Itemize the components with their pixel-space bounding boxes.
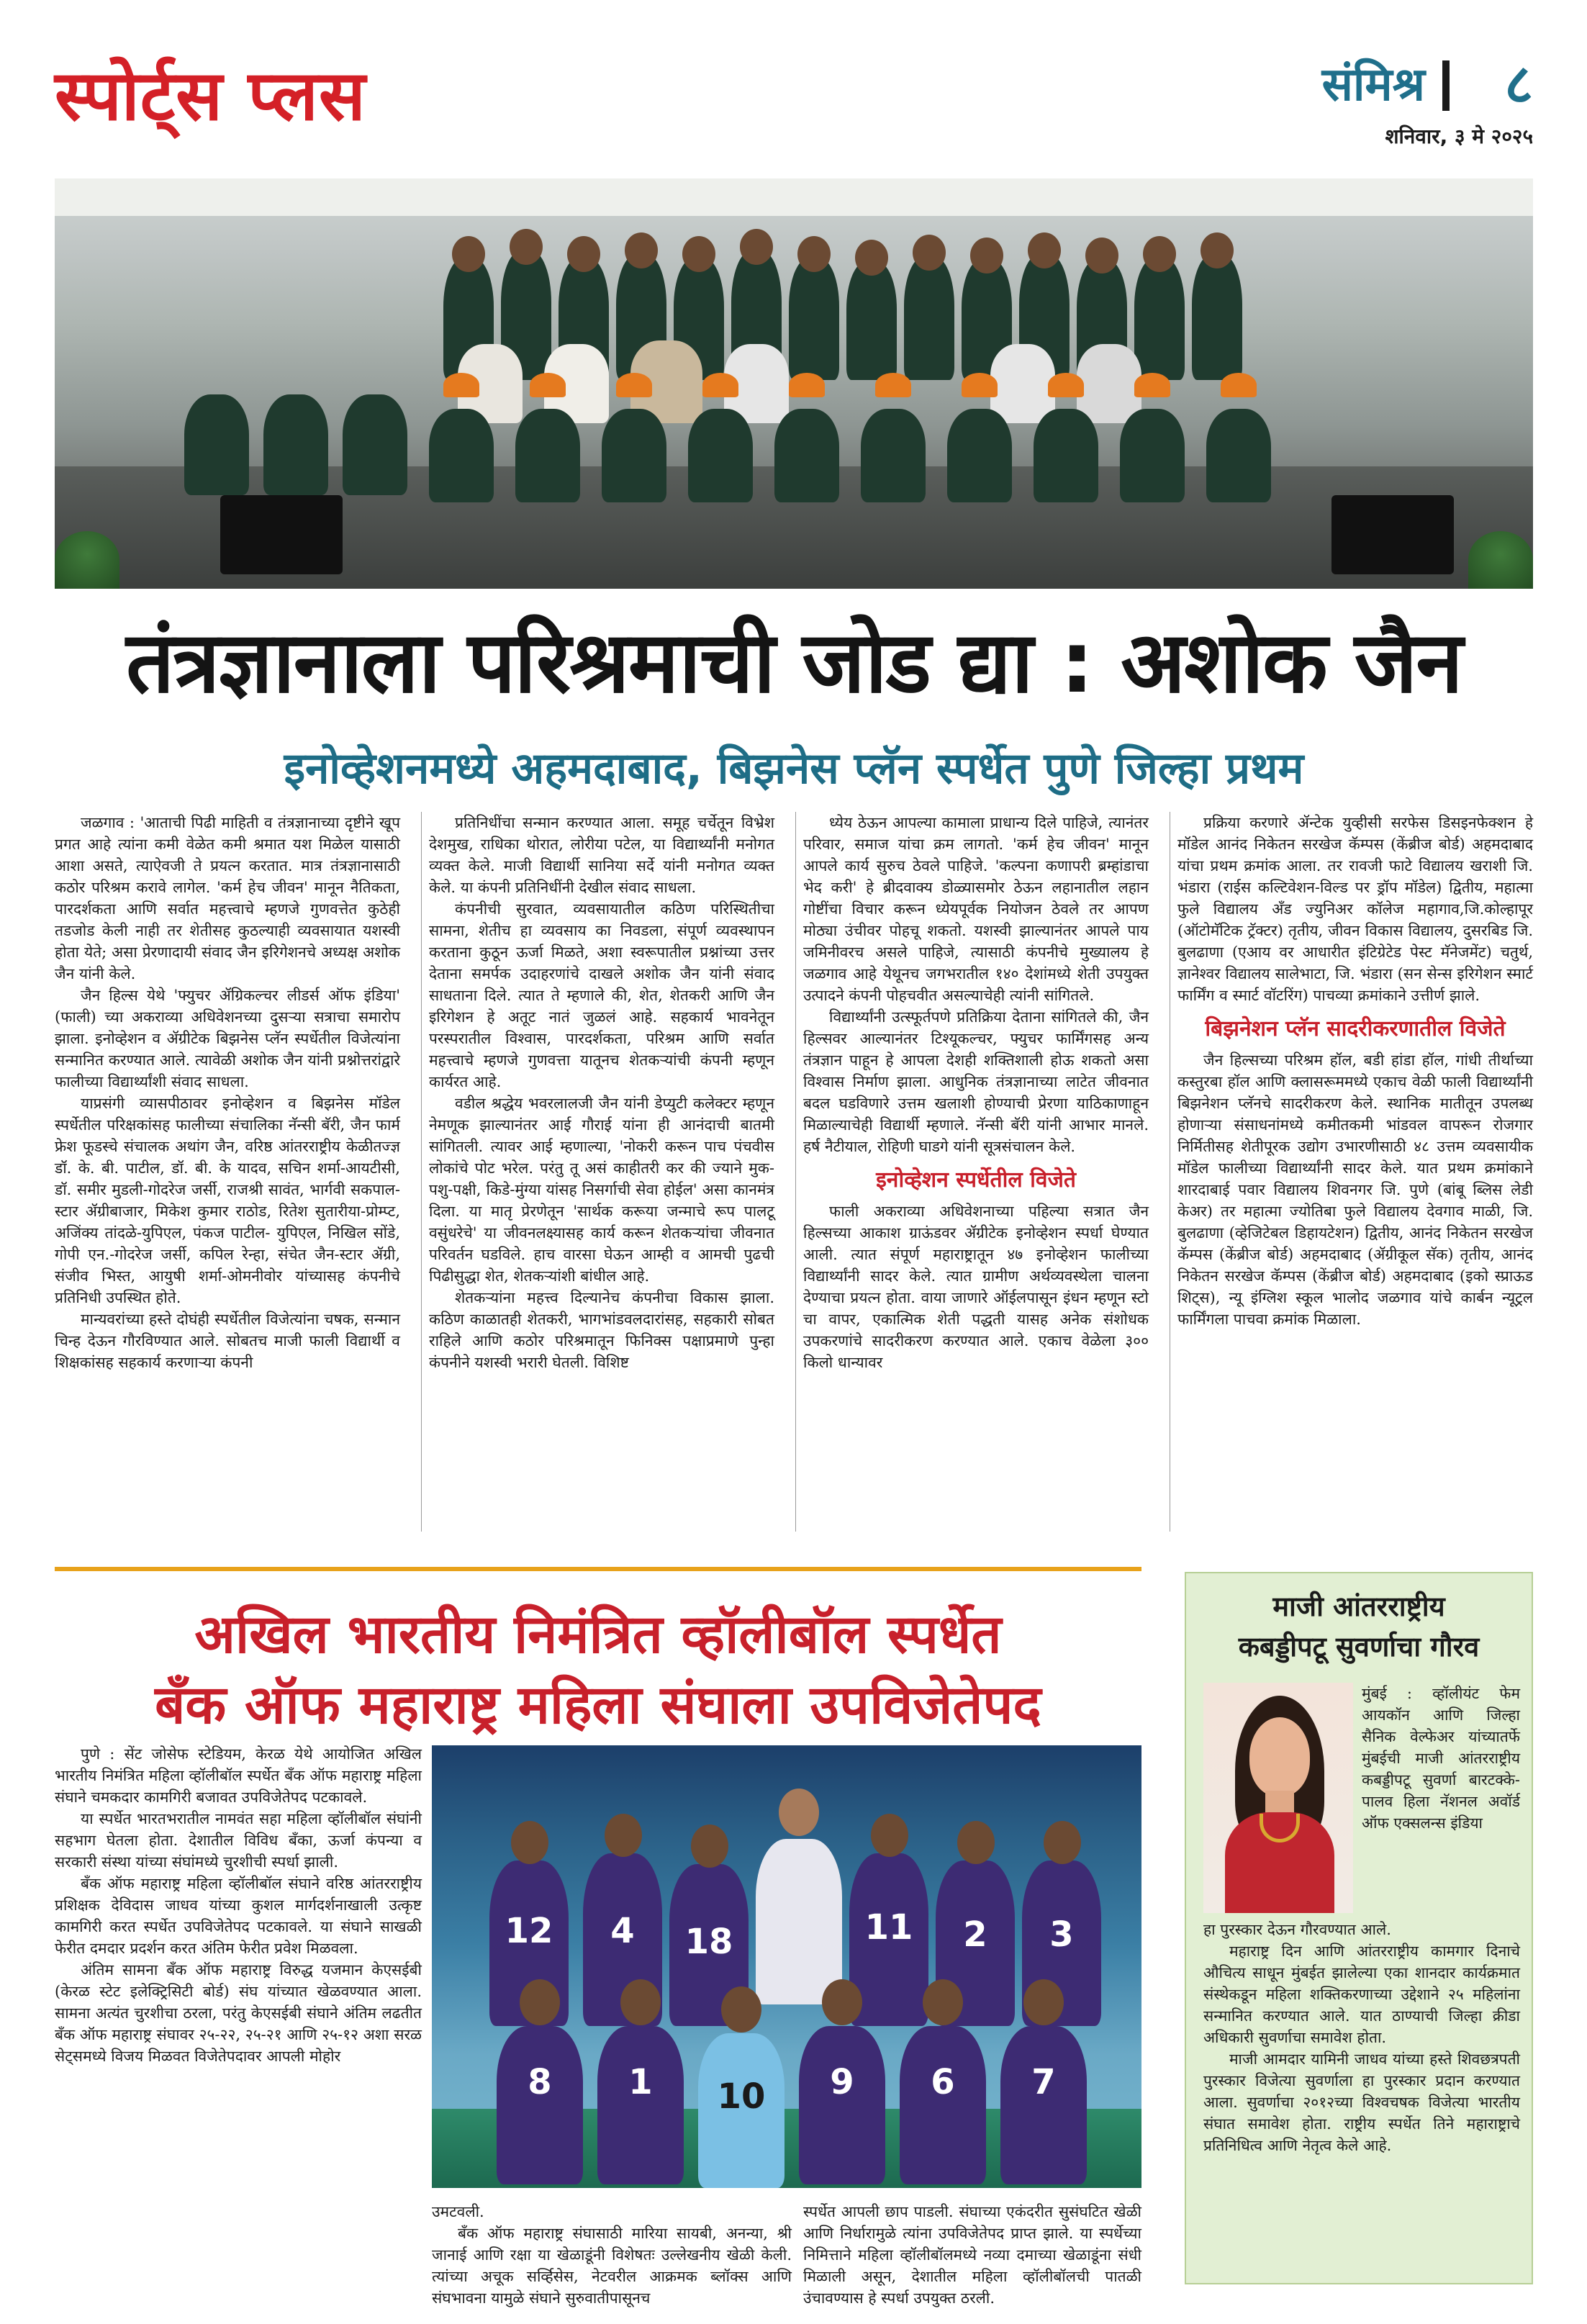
masthead [55,50,1533,148]
paragraph: माजी आमदार यामिनी जाधव यांच्या हस्ते शिवछत्रपती पुरस्कार विजेत्या सुवर्णाला हा पुरस्कार प्रदान करण्यात आला. सुवर्णाचा २०१२च्या विश्वचषक विजेत्या भारतीय संघात समावेश होता. राष्ट्रीय स्पर्धेत तिने महाराष्ट्राचे प्रतिनिधित्व आणि नेतृत्व केले आहे. [1203,2051,1520,2154]
lead-subheadline: इनोव्हेशनमध्ये अहमदाबाद, बिझनेस प्लॅन स्पर्धेत पुणे जिल्हा प्रथम [284,743,1304,794]
person-figure [515,409,580,502]
orange-cap [962,373,998,397]
orange-cap [1134,373,1170,397]
person-figure [1120,409,1185,502]
paragraph: शेतकऱ्यांना महत्त्व दिल्यानेच कंपनीचा विकास झाला. कठिण काळातही शेतकरी, भागभांडवलदारांसह, सहकारी सोबत राहिले आणि कठोर परिश्रमातून फिनिक्स पक्षाप्रमाणे पुन्हा कंपनीने यशस्वी भरारी घेतली. विशिष्ट [429,1289,774,1371]
volleyball-column-3 [803,2201,1141,2309]
person-figure [1206,409,1271,502]
person-figure [904,256,954,380]
person-figure [1192,254,1242,380]
plant-decoration [1468,531,1533,589]
paragraph: अंतिम सामना बँक ऑफ महाराष्ट्र विरुद्ध यजमान केएसईबी (केरळ स्टेट इलेक्ट्रिसिटी बोर्ड) संघ यांच्यात खेळवण्यात आला. सामना अत्यंत चुरशीचा ठरला, परंतु केएसईबी संघाने अंतिम लढतीत बँक ऑफ महाराष्ट्र संघावर २५-२२, २५-२१ आणि २५-१२ अशा सरळ सेट्समध्ये विजय मिळवत विजेतेपदावर आपली मोहोर [55,1961,422,2065]
paragraph: जळगाव : 'आताची पिढी माहिती व तंत्रज्ञानाच्या दृष्टीने खूप प्रगत आहे त्यांना कमी वेळेत कमी श्रमात यश मिळेल यासाठी आशा असते, त्याऐवजी ते प्रयत्न करतात. मात्र तंत्रज्ञानासाठी कठोर परिश्रम करावे लागेल. 'कर्म हेच जीवन' मानून नैतिकता, पारदर्शकता आणि सर्वात महत्त्वाचे म्हणजे गुणवत्तेत कुठेही तडजोड केली नाही तर शेतीसह कुठल्याही व्यवसायात यशस्वी होता येते; असा प्रेरणादायी संवाद जैन इरिगेशनचे अध्यक्ष अशोक जैन यांनी केले. [55,814,400,982]
player-figure [698,2033,785,2188]
orange-cap [789,373,825,397]
player-figure [497,2026,583,2184]
player-figure [799,2026,885,2184]
paragraph: उमटवली. [432,2203,484,2220]
paragraph: या स्पर्धेत भारतभरातील नामवंत सहा महिला व्हॉलीबॉल संघांनी सहभाग घेतला होता. देशातील विविध बँका, ऊर्जा कंपन्या व सरकारी संस्था यांच्या संघांमध्ये चुरशीची स्पर्धा झाली. [55,1810,422,1871]
section-subhead: बिझनेशन प्लॅन सादरीकरणातील विजेते [1205,1016,1506,1041]
issue-date: शनिवार, ३ मे २०२५ [1385,125,1533,148]
player-head [605,1814,642,1857]
orange-cap [443,373,479,397]
person-figure [990,344,1055,423]
person-head [1085,238,1118,273]
sidebar-body [1203,1919,1520,2156]
stage-speaker [220,495,343,574]
person-figure [1134,258,1185,380]
person-head [970,238,1003,273]
person-figure [602,409,666,502]
jersey-number: 7 [1031,2062,1056,2102]
volleyball-column-2 [432,2201,792,2309]
paragraph: फाली अकराव्या अधिवेशनाच्या पहिल्या सत्रात जैन हिल्सच्या आकाश ग्राऊंडवर ॲग्रीटेक इनोव्हेशन स्पर्धा घेण्यात आली. त्यात संपूर्ण महाराष्ट्रातून ४७ इनोव्हेशन फालीच्या विद्यार्थ्यांनी सादर केले. त्यात ग्रामीण अर्थव्यवस्थेला चालना देण्याचा प्रयत्न होता. वाया जाणारे ऑईलपासून इंधन म्हणून स्टो चा वापर, एकात्मिक शेती पद्धती यासह अनेक संशोधक उपकरणांचे सादरीकरण करण्यात आले. एकाच वेळेला ३०० किलो धान्यावर [803,1203,1149,1371]
person-figure [429,409,494,502]
paragraph: याप्रसंगी व्यासपीठावर इनोव्हेशन व बिझनेस मॉडेल स्पर्धेतील परिक्षकांसह फालीच्या संचालिका नॅन्सी बॅरी, जैन फार्म फ्रेश फूडस्चे संचालक अथांग जैन, वरिष्ठ आंतरराष्ट्रीय केळीतज्ज्ञ डॉ. के. बी. पाटील, डॉ. बी. के यादव, सचिन शर्मा-आयटीसी, डॉ. समीर मुडली-गोदरेज जर्सी, राजश्री सावंत, भार्गवी सकपाल-स्टार ॲग्रीबाजार, मिकेश कुमार राठोड, रितेश सुतारीया-प्रोम्प्ट, अजिंक्य तांदळे-युपिएल, पंकज पाटील- युपिएल, निखिल सोंडे, गोपी एन.-गोदरेज जर्सी, कपिल रेन्हा, संचेत जैन-स्टार ॲग्री, संजीव भिस्त, आयुषी शर्मा-ओमनीवोर यांच्यासह कंपनीचे प्रतिनिधी उपस्थित होते. [55,1095,400,1306]
page-divider [1442,60,1450,111]
person-figure [343,394,407,495]
paragraph: स्पर्धेत आपली छाप पाडली. संघाच्या एकंदरीत सुसंघटित खेळी आणि निर्धारामुळे त्यांना उपविजेतेपद प्राप्त झाले. या स्पर्धेच्या निमित्ताने महिला व्हॉलीबॉलमध्ये नव्या दमाच्या खेळाडूंना संधी मिळाली असून, देशातील महिला व्हॉलीबॉलची पातळी उंचावण्यास हे स्पर्धा उपयुक्त ठरली. [803,2203,1141,2307]
volleyball-headline [55,1599,1141,1740]
article-column-3 [803,812,1149,1373]
person-head [452,236,485,272]
paragraph: प्रक्रिया करणारे ॲन्टेक युव्हीसी सरफेस डिसइनफेक्शन हे मॉडेल आनंद निकेतन सरखेज कॅम्पस (केंब्रीज बोर्ड) अहमदाबाद यांचा प्रथम क्रमांक आला. तर रावजी फाटे विद्यालय खराशी जि. भंडारा (राईस कल्टिवेशन-विल्ड पर ड्रॉप मॉडेल) द्वितीय, महात्मा फुले विद्यालय ॲंड ज्युनिअर कॉलेज महागाव,जि.कोल्हापूर (ऑटोमॅटिक ट्रॅक्टर) तृतीय, जीवन विकास विद्यालय, दुसरबिड जि. बुलढाणा (एआय वर आधारीत इंटिग्रेटेड पेस्ट मॅनेजमेंट) चतुर्थ, ज्ञानेश्वर विद्यालय सालेभाटा, जि. भंडारा (सन सेन्स इरिगेशन स्मार्ट फार्मिंग व स्मार्ट वॉटरिंग) पाचव्या क्रमांकाने उत्तीर्ण झाले. [1177,814,1533,1004]
jersey-number: 3 [1049,1914,1074,1955]
player-head [1044,1821,1081,1864]
paragraph: कंपनीची सुरवात, व्यवसायातील कठिण परिस्थितीचा सामना, शेतीच हा व्यवसाय का निवडला, संपूर्ण व्यवस्थापन करताना कुठून ऊर्जा मिळते, अशा स्वरूपातील प्रश्नांच्या उत्तर देताना समर्पक उदाहरणांचे दाखले अशोक जैन यांनी संवाद साधताना दिले. त्यात ते म्हणाले की, शेत, शेतकरी आणि जैन इरिगेशन हे अतूट नातं जुळलं आहे. सहकार्य भावनेतून परस्परातील विश्वास, पारदर्शकता, परिश्रम आणि सर्वात महत्त्वाचे म्हणजे गुणवत्ता यातूनच शेतकऱ्यांची कंपनी म्हणून कार्यरत आहे. [429,900,774,1090]
person-figure [947,409,1012,502]
person-figure [789,258,839,380]
paragraph: वडील श्रद्धेय भवरलालजी जैन यांनी डेप्युटी कलेक्टर म्हणून नेमणूक झाल्यानंतर आई गौराई यांना ही आनंदाची बातमी सांगितली. त्यावर आई म्हणाल्या, 'नोकरी करून पाच पंचवीस लोकांचे पोट भरेल. परंतु तू असं काहीतरी कर की ज्याने मुक- पशु-पक्षी, किडे-मुंग्या यांसह निसर्गाची सेवा होईल' असा कानमंत्र दिला. या मातृ प्रेरणेतून 'सार्थक करूया जन्माचे रूप पालटू वसुंधरेचे' या जीवनलक्ष्यासह कार्य करून शेतकऱ्यांचा जीवनात परिवर्तन घडविले. हाच वारसा घेऊन आम्ही व आमची पुढची पिढीसुद्धा शेत, शेतकऱ्यांशी बांधील आहे. [429,1095,774,1285]
lead-headline: तंत्रज्ञानाला परिश्रमाची जोड द्या : अशोक जैन [126,612,1462,712]
person-head [913,235,946,271]
person-figure [263,394,328,495]
stage-speaker [1331,495,1454,574]
person-figure [184,394,249,495]
section-subhead: इनोव्हेशन स्पर्धेतील विजेते [876,1167,1076,1193]
paragraph: पुणे : सेंट जोसेफ स्टेडियम, केरळ येथे आयोजित अखिल भारतीय निमंत्रित महिला व्हॉलीबॉल स्पर्धेत बँक ऑफ महाराष्ट्र महिला संघाने चमकदार कामगिरी बजावत उपविजेतेपद पटकावले. [55,1745,422,1806]
paragraph: जैन हिल्स येथे 'फ्युचर ॲग्रिकल्चर लीडर्स ऑफ इंडिया' (फाली) च्या अकराव्या अधिवेशनच्या दुसऱ्या सत्राचा समारोप झाला. इनोव्हेशन व ॲग्रीटेक बिझनेस प्लॅन स्पर्धेतील विजेत्यांना सन्मानित करण्यात आले. त्यावेळी अशोक जैन यांनी प्रश्नोत्तरांद्वारे फालीच्या विद्यार्थ्यांशी संवाद साधला. [55,987,400,1090]
paragraph: ध्येय ठेऊन आपल्या कामाला प्राधान्य दिले पाहिजे, त्यानंतर परिवार, समाज यांचा क्रम लागतो. 'कर्म हेच जीवन' मानून आपले कार्य सुरुच ठेवले पाहिजे. 'कल्पना कणापरी ब्रम्हांडाचा भेद करी' हे ब्रीदवाक्य डोळ्यासमोर ठेऊन लहानातील लहान गोष्टींचा विचार करून ध्येयपूर्वक नियोजन ठेवले तर आपण मोठ्या उंचीवर पोहचू शकतो. यशस्वी झाल्यानंतर आपले पाय जमिनीवरच असले पाहिजे, त्यासाठी कंपनीचे मुख्यालय हे जळगाव आहे येथूनच जगभरातील १४० देशांमध्ये शेती उपयुक्त उत्पादने कंपनी पोहचवीत असल्याचेही त्यांनी सांगितले. [803,814,1149,1004]
article-column-2 [429,812,774,1373]
player-head [520,1979,560,2025]
person-figure [774,409,839,502]
volleyball-team-photo [432,1745,1141,2188]
column-rule [795,812,796,1532]
jersey-number: 6 [931,2062,955,2102]
player-figure [900,2026,986,2184]
person-head [797,236,831,272]
coach-head [779,1789,819,1836]
paragraph: विद्यार्थ्यांनी उत्स्फूर्तपणे प्रतिक्रिया देताना सांगितले की, जैन हिल्सवर आल्यानंतर टिश्यूकल्चर, फ्युचर फार्मिंगसह अन्य तंत्रज्ञान पाहून हे आपला देशही शक्तिशाली होऊ शकतो असा विश्वास निर्माण झाला. आधुनिक तंत्रज्ञानाच्या लाटेत जीवनात बदल घडविणारे उत्तम खलाशी होण्याची प्रेरणा याठिकाणाहून मिळाल्याचेही विद्यार्थी म्हणाले. नॅन्सी बॅरी यांनी आभार मानले. हर्ष नैटीयाल, रोहिणी घाडगे यांनी सूत्रसंचालन केले. [803,1008,1149,1155]
player-head [957,1821,995,1864]
person-head [567,236,600,272]
paragraph: मान्यवरांच्या हस्ते दोघंही स्पर्धेतील विजेत्यांना चषक, सन्मान चिन्ह देऊन गौरविण्यात आले. सोबतच माजी फाली विद्यार्थी व शिक्षकांसह सहकार्य करणाऱ्या कंपनी [55,1311,400,1371]
portrait-photo [1203,1683,1353,1913]
ceremony-photo [55,178,1533,589]
volleyball-column-1 [55,1743,422,2067]
person-figure [861,409,926,502]
paragraph: बँक ऑफ महाराष्ट्र संघासाठी मारिया सायबी, अनन्या, श्री जानाई आणि रक्षा या खेळाडूंनी विशेषतः उल्लेखनीय खेळी केली. त्यांच्या अचूक सर्व्हिसेस, नेटवरील आक्रमक ब्लॉक्स आणि संघभावना यामुळे संघाने सुरुवातीपासूनच [432,2225,792,2307]
person-figure [1034,409,1098,502]
paragraph: प्रतिनिधींचा सन्मान करण्यात आला. समूह चर्चेतून विभ्रेश देशमुख, राधिका थोरात, लोरीया पटेल, या विद्यार्थ्यांनी मनोगत व्यक्त केले. माजी विद्यार्थी सानिया सर्दे यांनी मनोगत व्यक्त केले. या कंपनी प्रतिनिधींनी देखील संवाद साधला. [429,814,774,896]
orange-cap [1221,373,1257,397]
page-number: ८ [1504,52,1533,116]
player-head [691,1825,728,1868]
player-figure [1000,2026,1087,2184]
orange-cap [1048,373,1084,397]
column-rule [421,812,422,1532]
portrait-face [1249,1717,1310,1796]
player-head [822,1979,862,2025]
sidebar-title-line1: माजी आंतरराष्ट्रीय [1272,1590,1445,1622]
article-column-4 [1177,812,1533,1330]
article-column-1 [55,812,400,1373]
kabaddi-sidebar [1185,1572,1533,2284]
paragraph: जैन हिल्सच्या परिश्रम हॉल, बडी हांडा हॉल, गांधी तीर्थाच्या कस्तुरबा हॉल आणि क्लासरूममध्ये एकाच वेळी फाली विद्यार्थ्यांनी बिझनेशन प्लॅनचे सादरीकरण केले. स्थानिक मातीतून उपलब्ध होणाऱ्या संसाधनांमध्ये कमीतकमी भांडवल वापरून रोजगार निर्मितीसह शेतीपूरक उद्योग उभारणीसाठी ४८ उत्तम व्यवसायीक मॉडेल फालीच्या विद्यार्थ्यांनी सादर केले. यात प्रथम क्रमांकाने शारदाबाई पवार विद्यालय शिवनगर जि. पुणे (बांबू ब्लिस लेडी केअर) तर महात्मा ज्योतिबा फुले विद्यालय देवगाव माळी, जि. बुलढाणा (व्हेजिटेबल डिहायटेशन) द्वितीय, आनंद निकेतन सरखेज कॅम्पस (केंब्रीज बोर्ड) अहमदाबाद (ॲग्रीकूल सॅक) तृतीय, आनंद निकेतन सरखेज कॅम्पस (केंब्रीज बोर्ड) अहमदाबाद (इको स्प्राऊड शिट्स), न्यू इंग्लिश स्कूल भालोद जळगाव यांचे कार्बन न्यूट्रल फार्मिंगला पाचवा क्रमांक मिळाला. [1177,1052,1533,1328]
person-figure [1077,344,1141,423]
paragraph: हा पुरस्कार देऊन गौरवण्यात आले. [1203,1921,1391,1938]
person-head [1143,236,1176,272]
player-head [721,1986,761,2033]
player-head [871,1814,908,1857]
player-figure [597,2026,684,2184]
sponsor-banner [55,178,1533,216]
jersey-number: 2 [963,1914,987,1955]
coach-figure [756,1839,842,2004]
orange-cap [702,373,738,397]
jersey-number: 12 [505,1911,553,1951]
jersey-number: 1 [628,2062,653,2102]
paragraph: बँक ऑफ महाराष्ट्र महिला व्हॉलीबॉल संघाने वरिष्ठ आंतरराष्ट्रीय प्रशिक्षक देविदास जाधव यांच्या कुशल मार्गदर्शनाखाली उत्कृष्ट कामगिरी करत स्पर्धेत उपविजेतेपद पटकावले. या संघाने साखळी फेरीत दमदार प्रदर्शन करत अंतिम फेरीत प्रवेश मिळवला. [55,1875,422,1957]
jersey-number: 8 [528,2062,552,2102]
sidebar-title [1186,1586,1532,1667]
sidebar-lead-text: मुंबई : व्हॉलीयंट फेम आयकॉन आणि जिल्हा सैनिक वेल्फेअर यांच्यातर्फे मुंबईची माजी आंतरराष्ट्रीय कबड्डीपटू सुवर्णा बारटक्के-पालव हिला नॅशनल अवॉर्ड ऑफ एक्सलन्स इंडिया [1362,1685,1520,1832]
orange-cap [530,373,566,397]
jersey-number: 18 [684,1922,733,1962]
orange-cap [875,373,911,397]
sidebar-title-line2: कबड्डीपटू सुवर्णाचा गौरव [1238,1630,1480,1663]
person-head [625,232,658,268]
person-head [1201,232,1234,268]
jersey-number: 11 [864,1907,913,1948]
paragraph: महाराष्ट्र दिन आणि आंतरराष्ट्रीय कामगार दिनाचे औचित्य साधून मुंबईत झालेल्या एका शानदार कार्यक्रमात संस्थेकडून महिला शक्तिकरणाच्या उद्देशाने २५ महिलांना सन्मानित करण्यात आले. यात ठाण्याची जिल्हा क्रीडा अधिकारी सुवर्णाचा समावेश होता. [1203,1943,1520,2046]
section-divider [55,1567,1141,1571]
section-title: स्पोर्ट्स प्लस [55,55,366,136]
person-figure [688,409,753,502]
person-head [855,240,888,276]
plant-decoration [55,531,119,589]
player-head [620,1979,661,2025]
player-head [923,1979,963,2025]
volleyball-headline-line1: अखिल भारतीय निमंत्रित व्हॉलीबॉल स्पर्धेत [194,1604,1002,1665]
jersey-number: 9 [830,2062,854,2102]
person-head [1028,232,1061,268]
person-figure [846,261,897,380]
jersey-number: 4 [610,1911,635,1951]
player-head [511,1821,548,1864]
page-section-label: संमिश्र [1321,58,1425,112]
person-head [740,229,773,265]
orange-cap [616,373,652,397]
player-head [1023,1979,1064,2025]
volleyball-headline-line2: बँक ऑफ महाराष्ट्र महिला संघाला उपविजेतेपद [155,1674,1041,1736]
person-head [510,229,543,265]
jersey-number: 10 [717,2076,766,2117]
person-head [682,236,715,272]
